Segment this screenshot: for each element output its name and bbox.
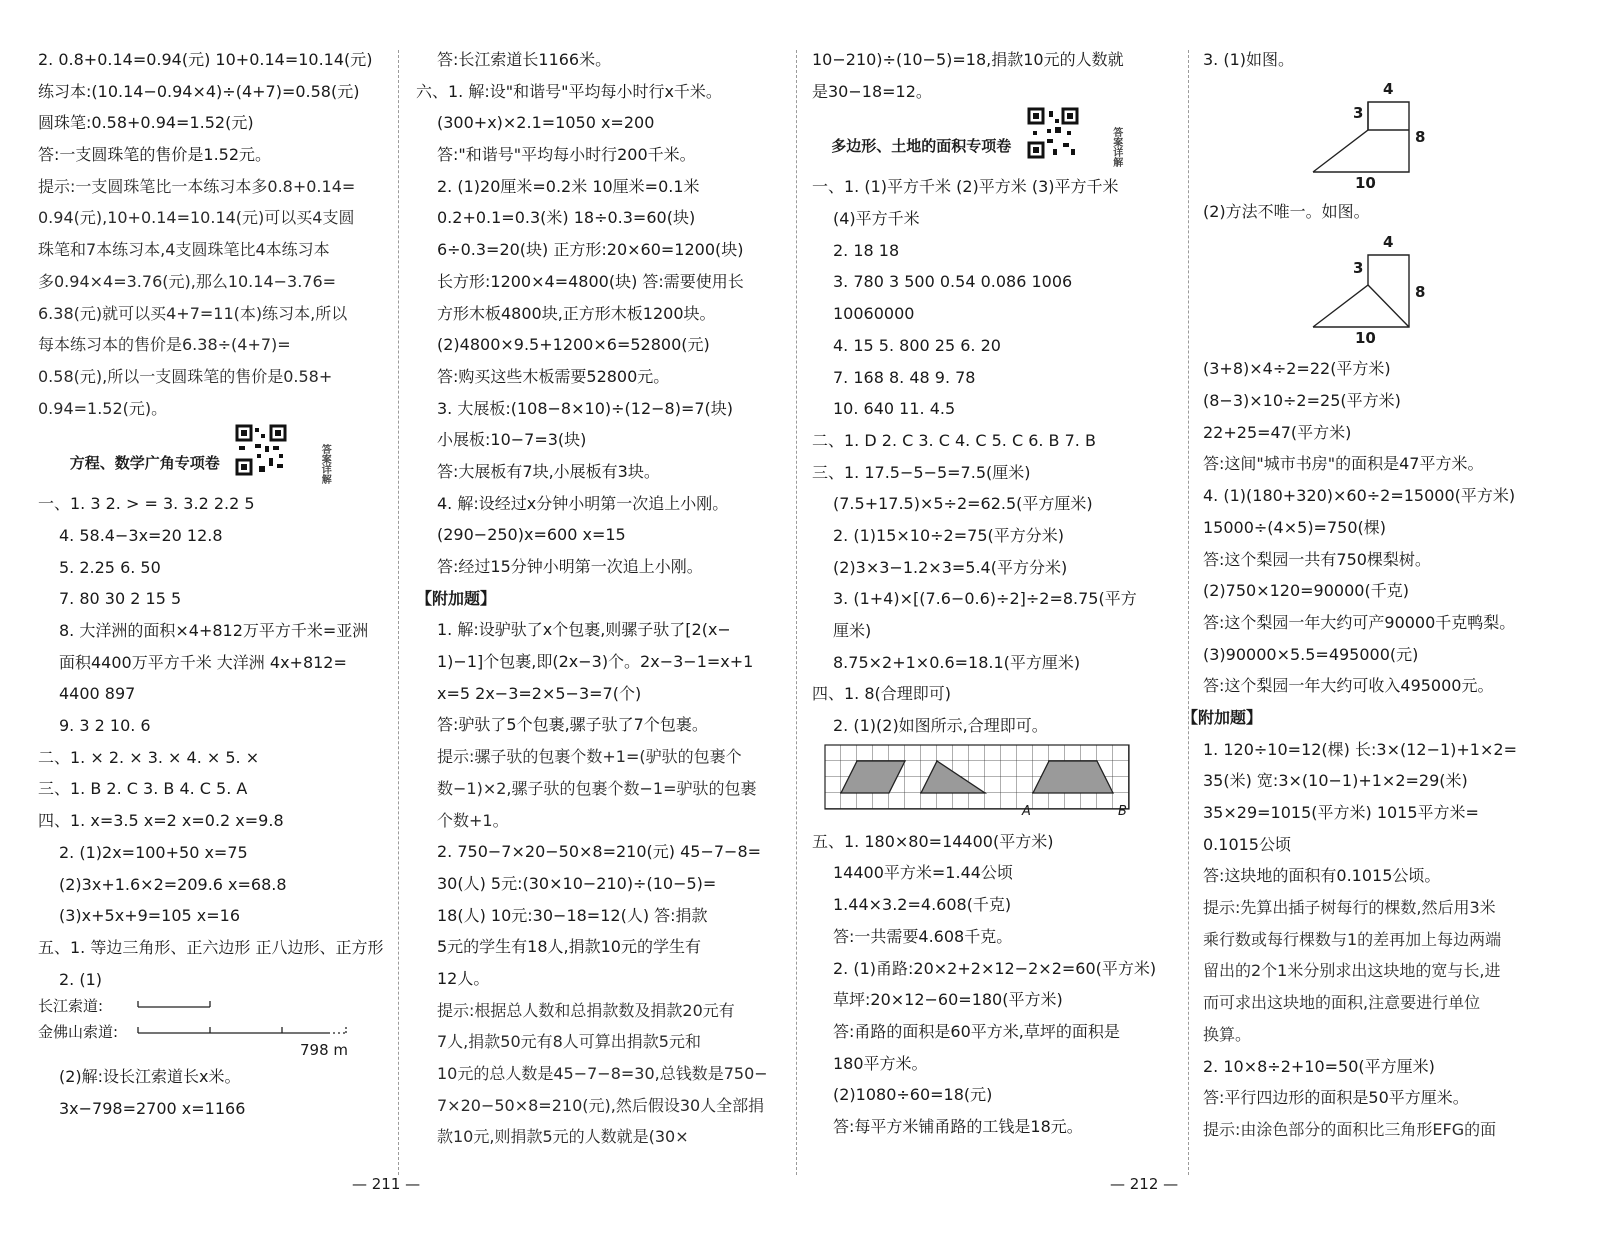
text-line: 4. 15 5. 800 25 6. 20 [833, 335, 1001, 355]
text-line: 五、1. 等边三角形、正六边形 正八边形、正方形 [38, 937, 384, 957]
section-title-text: 多边形、土地的面积专项卷 [831, 137, 1012, 156]
segment-lines [38, 995, 388, 1045]
hint-line: 0.94=1.52(元)。 [38, 398, 168, 418]
hint-line: 数−1)×2,骡子驮的包裹个数−1=驴驮的包裹 [437, 778, 757, 798]
text-line: 0.1015公顷 [1203, 834, 1291, 854]
text-line: (2)4800×9.5+1200×6=52800(元) [437, 335, 710, 355]
text-line: 10−210)÷(10−5)=18,捐款10元的人数就 [812, 50, 1124, 69]
text-line: (4)平方千米 [833, 209, 920, 229]
text-line: x=5 2x−3=2×5−3=7(个) [437, 683, 642, 703]
section-title [812, 107, 1167, 171]
column-divider [398, 50, 399, 1175]
text-line: 0.2+0.1=0.3(米) 18÷0.3=60(块) [437, 208, 696, 228]
text-line: (2)3x+1.6×2=209.6 x=68.8 [59, 874, 287, 894]
trapezoid-figure-2 [1203, 227, 1573, 353]
text-line: 18(人) 10元:30−18=12(人) 答:捐款 [437, 905, 708, 925]
text-line: 答:"和谐号"平均每小时行200千米。 [437, 145, 696, 165]
text-line: 答:这个梨园一年大约可收入495000元。 [1203, 676, 1494, 696]
figure-label-bottom: 10 [1355, 329, 1376, 348]
text-line: 2. (1)2x=100+50 x=75 [59, 842, 248, 862]
text-line: 答:一支圆珠笔的售价是1.52元。 [38, 145, 272, 165]
bonus-heading: 【附加题】 [1182, 707, 1263, 727]
text-line: 2. 18 18 [833, 240, 900, 260]
text-line: 答:大展板有7块,小展板有3块。 [437, 461, 660, 481]
text-line: (3+8)×4÷2=22(平方米) [1203, 359, 1391, 379]
text-line: 2. (1) [59, 969, 103, 989]
text-line: 2. (1)甬路:20×2+2×12−2×2=60(平方米) [833, 958, 1157, 978]
figure-label-left: 3 [1353, 259, 1364, 278]
text-line: 草坪:20×12−60=180(平方米) [833, 990, 1063, 1010]
trapezoid-figure-1 [1203, 76, 1573, 196]
text-line: 22+25=47(平方米) [1203, 422, 1352, 442]
figure-label-top: 4 [1383, 79, 1394, 98]
figure-label-top: 4 [1383, 233, 1394, 252]
text-line: 10060000 [833, 304, 915, 324]
text-line: 30(人) 5元:(30×10−210)÷(10−5)= [437, 873, 717, 893]
text-line: 三、1. 17.5−5−5=7.5(厘米) [812, 462, 1031, 482]
text-line: 四、1. x=3.5 x=2 x=0.2 x=9.8 [38, 811, 284, 831]
text-line: 是30−18=12。 [812, 81, 932, 101]
text-line: 答:甬路的面积是60平方米,草坪的面积是 [833, 1021, 1120, 1041]
text-line: 7. 168 8. 48 9. 78 [833, 367, 976, 387]
text-line: 2. 0.8+0.14=0.94(元) 10+0.14=10.14(元) [38, 50, 373, 69]
text-line: (2)3×3−1.2×3=5.4(平方分米) [833, 557, 1068, 577]
hint-line: 0.58(元),所以一支圆珠笔的售价是0.58+ [38, 366, 333, 386]
hint-line: 7人,捐款50元有8人可算出捐款5元和 [437, 1032, 701, 1052]
text-line: (290−250)x=600 x=15 [437, 525, 626, 545]
text-line: 方形木板4800块,正方形木板1200块。 [437, 303, 716, 323]
text-line: 答:这块地的面积有0.1015公顷。 [1203, 866, 1441, 886]
text-line: 3. 780 3 500 0.54 0.086 1006 [833, 272, 1073, 292]
text-line: 8.75×2+1×0.6=18.1(平方厘米) [833, 652, 1081, 672]
text-line: 六、1. 解:设"和谐号"平均每小时行x千米。 [416, 81, 722, 101]
text-line: 答:一共需要4.608千克。 [833, 926, 1013, 946]
text-line: 答:这个梨园一年大约可产90000千克鸭梨。 [1203, 612, 1516, 632]
text-line: 4. 58.4−3x=20 12.8 [59, 525, 223, 545]
text-line: 3. 大展板:(108−8×10)÷(12−8)=7(块) [437, 398, 734, 418]
text-line: 4. (1)(180+320)×60÷2=15000(平方米) [1203, 486, 1516, 506]
text-line: (2)750×120=90000(千克) [1203, 581, 1409, 601]
text-line: 小展板:10−7=3(块) [437, 430, 587, 450]
text-line: 答:平行四边形的面积是50平方厘米。 [1203, 1088, 1469, 1108]
figure-label-right: 8 [1415, 127, 1426, 146]
text-line: 5元的学生有18人,捐款10元的学生有 [437, 937, 701, 957]
cableway-label-2: 金佛山索道: [38, 1023, 119, 1042]
text-line: 35×29=1015(平方米) 1015平方米= [1203, 803, 1479, 822]
hint-line: 多0.94×4=3.76(元),那么10.14−3.76= [38, 271, 337, 291]
text-line: 面积4400万平方千米 大洋洲 4x+812= [59, 652, 347, 672]
text-line: 8. 大洋洲的面积×4+812万平方千米=亚洲 [59, 621, 369, 640]
figure-label-bottom: 10 [1355, 173, 1376, 192]
text-line: 答:驴驮了5个包裹,骡子驮了7个包裹。 [437, 715, 708, 735]
text-line: 答:每平方米铺甬路的工钱是18元。 [833, 1116, 1083, 1136]
hint-line: 款10元,则捐款5元的人数就是(30× [437, 1127, 689, 1147]
grid-figure [812, 742, 1167, 826]
text-line: 6÷0.3=20(块) 正方形:20×60=1200(块) [437, 240, 744, 260]
text-line: 答:这个梨园一共有750棵梨树。 [1203, 549, 1431, 569]
text-line: (2)1080÷60=18(元) [833, 1085, 993, 1105]
answer-column-1 [38, 44, 388, 1125]
grid-drawing [824, 744, 1134, 824]
hint-line: 提示:根据总人数和总捐款数及捐款20元有 [437, 1000, 735, 1020]
hint-line: 提示:先算出插子树每行的棵数,然后用3米 [1203, 898, 1496, 918]
text-line: 2. (1)20厘米=0.2米 10厘米=0.1米 [437, 176, 700, 196]
text-line: 五、1. 180×80=14400(平方米) [812, 831, 1054, 851]
text-line: 答:这间"城市书房"的面积是47平方米。 [1203, 454, 1484, 474]
hint-line: 乘行数或每行棵数与1的差再加上每边两端 [1203, 929, 1502, 949]
text-line: 1. 120÷10=12(棵) 长:3×(12−1)+1×2= [1203, 739, 1517, 759]
text-line: 180平方米。 [833, 1053, 928, 1073]
hint-line: 提示:一支圆珠笔比一本练习本多0.8+0.14= [38, 176, 356, 196]
text-line: 12人。 [437, 968, 490, 988]
text-line: (3)x+5x+9=105 x=16 [59, 906, 241, 926]
text-line: 3x−798=2700 x=1166 [59, 1098, 246, 1118]
text-line: 练习本:(10.14−0.94×4)÷(4+7)=0.58(元) [38, 81, 360, 101]
text-line: 10. 640 11. 4.5 [833, 399, 956, 419]
text-line: (2)解:设长江索道长x米。 [59, 1067, 241, 1087]
text-line: 5. 2.25 6. 50 [59, 557, 161, 577]
text-line: 二、1. × 2. × 3. × 4. × 5. × [38, 747, 260, 767]
text-line: 三、1. B 2. C 3. B 4. C 5. A [38, 779, 248, 799]
text-line: 一、1. (1)平方千米 (2)平方米 (3)平方千米 [812, 177, 1119, 197]
text-line: (7.5+17.5)×5÷2=62.5(平方厘米) [833, 494, 1093, 514]
text-line: 答:购买这些木板需要52800元。 [437, 366, 670, 386]
text-line: (2)方法不唯一。如图。 [1203, 201, 1370, 221]
text-line: 7. 80 30 2 15 5 [59, 589, 182, 609]
text-line: 4. 解:设经过x分钟小明第一次追上小刚。 [437, 493, 729, 513]
page-number-right: — 212 — [1110, 1175, 1179, 1193]
text-line: (8−3)×10÷2=25(平方米) [1203, 391, 1401, 411]
hint-line: 每本练习本的售价是6.38÷(4+7)= [38, 335, 291, 355]
center-divider [796, 50, 797, 1175]
text-line: 15000÷(4×5)=750(棵) [1203, 517, 1386, 537]
grid-point-a: A [1022, 803, 1031, 819]
text-line: 4400 897 [59, 684, 136, 704]
text-line: 9. 3 2 10. 6 [59, 716, 151, 736]
text-line: 2. (1)(2)如图所示,合理即可。 [833, 716, 1048, 736]
qr-label: 答案详解 [1110, 126, 1122, 167]
text-line: 3. (1+4)×[(7.6−0.6)÷2]÷2=8.75(平方 [833, 589, 1137, 609]
text-line: 2. 10×8÷2+10=50(平方厘米) [1203, 1056, 1435, 1076]
text-line: 一、1. 3 2. > = 3. 3.2 2.2 5 [38, 494, 255, 514]
text-line: 答:经过15分钟小明第一次追上小刚。 [437, 557, 703, 576]
text-line: 二、1. D 2. C 3. C 4. C 5. C 6. B 7. B [812, 430, 1096, 450]
text-line: 1)−1]个包裹,即(2x−3)个。2x−3−1=x+1 [437, 652, 754, 672]
hint-line: 7×20−50×8=210(元),然后假设30人全部捐 [437, 1095, 765, 1115]
hint-line: 0.94(元),10+0.14=10.14(元)可以买4支圆 [38, 208, 355, 228]
hint-line: 个数+1。 [437, 810, 509, 830]
hint-line: 6.38(元)就可以买4+7=11(本)练习本,所以 [38, 303, 348, 323]
answer-column-2 [416, 44, 784, 1153]
column-divider [1188, 50, 1189, 1175]
cableway-label-1: 长江索道: [38, 997, 104, 1016]
hint-line: 而可求出这块地的面积,注意要进行单位 [1203, 993, 1481, 1013]
bonus-heading: 【附加题】 [416, 588, 497, 608]
cableway-line-diagram [38, 995, 388, 1061]
qr-label: 答案详解 [319, 443, 331, 484]
text-line: 1. 解:设驴驮了x个包裹,则骡子驮了[2(x− [437, 620, 731, 640]
hint-line: 提示:由涂色部分的面积比三角形EFG的面 [1203, 1119, 1497, 1139]
hint-line: 10元的总人数是45−7−8=30,总钱数是750− [437, 1064, 768, 1083]
text-line: 四、1. 8(合理即可) [812, 684, 952, 704]
grid-point-b: B [1118, 803, 1127, 819]
hint-line: 留出的2个1米分别求出这块地的宽与长,进 [1203, 961, 1501, 981]
hint-line: 换算。 [1203, 1024, 1252, 1044]
page-number-left: — 211 — [352, 1175, 421, 1193]
text-line: 厘米) [833, 621, 872, 640]
hint-line: 珠笔和7本练习本,4支圆珠笔比4本练习本 [38, 240, 330, 260]
section-title-text: 方程、数学广角专项卷 [69, 454, 220, 473]
text-line: 14400平方米=1.44公顷 [833, 863, 1013, 883]
text-line: 答:长江索道长1166米。 [437, 50, 612, 69]
text-line: 3. (1)如图。 [1203, 50, 1295, 69]
text-line: 2. 750−7×20−50×8=210(元) 45−7−8= [437, 842, 762, 862]
text-line: 长方形:1200×4=4800(块) 答:需要使用长 [437, 271, 744, 291]
cableway-length-label: 798 m [300, 1041, 349, 1060]
hint-line: 提示:骡子驮的包裹个数+1=(驴驮的包裹个 [437, 747, 742, 767]
section-title [38, 424, 388, 488]
answer-column-4 [1182, 44, 1573, 1146]
text-line: 35(米) 宽:3×(10−1)+1×2=29(米) [1203, 771, 1468, 791]
figure-label-left: 3 [1353, 103, 1364, 122]
text-line: 1.44×3.2=4.608(千克) [833, 895, 1012, 915]
text-line: 2. (1)15×10÷2=75(平方分米) [833, 525, 1064, 545]
answer-column-3 [812, 44, 1167, 1143]
text-line: (3)90000×5.5=495000(元) [1203, 644, 1419, 664]
figure-label-right: 8 [1415, 283, 1426, 302]
text-line: 圆珠笔:0.58+0.94=1.52(元) [38, 113, 254, 133]
text-line: (300+x)×2.1=1050 x=200 [437, 113, 655, 133]
